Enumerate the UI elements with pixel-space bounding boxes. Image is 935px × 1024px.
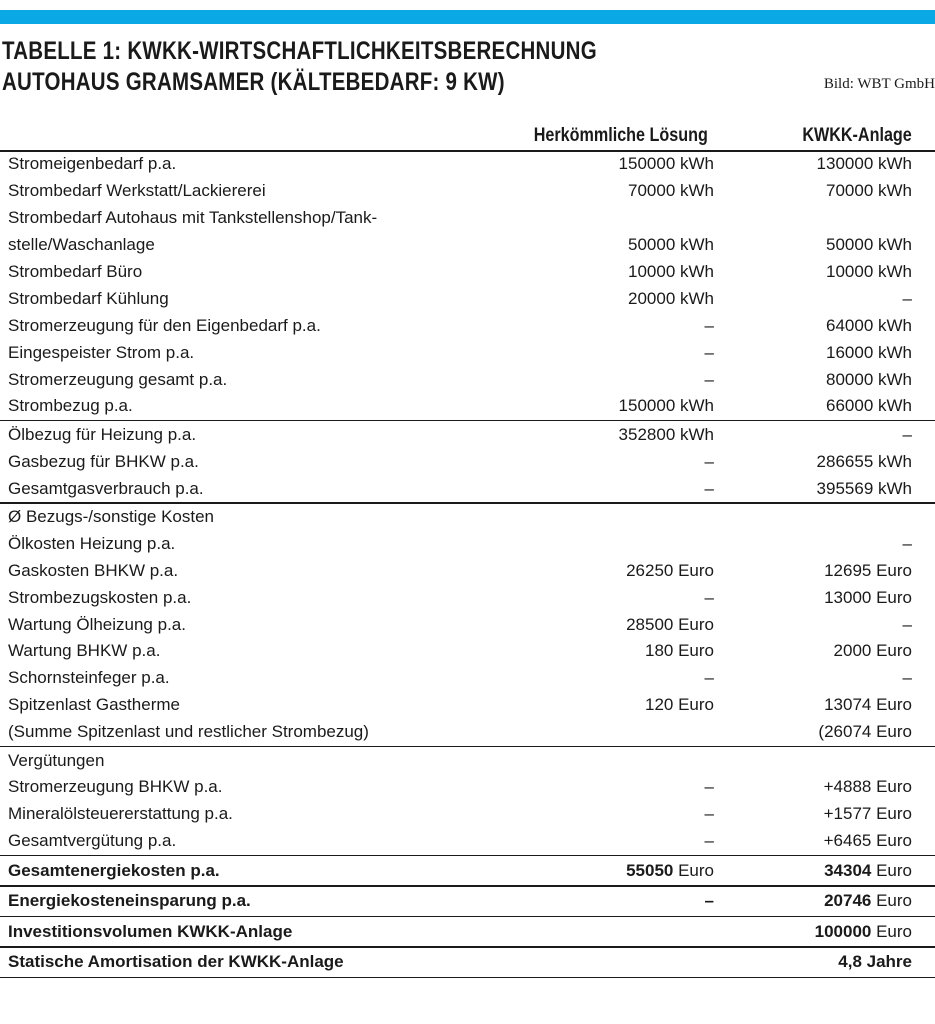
kwkk-value: +6465 Euro — [823, 831, 912, 851]
kwkk-value: 64000 kWh — [826, 315, 912, 335]
conventional-value: – — [704, 777, 714, 797]
table-row — [0, 178, 935, 205]
column-header-conventional: Herkömmliche Lösung — [533, 125, 708, 146]
row-label: Strombedarf Kühlung — [8, 288, 169, 308]
conventional-summary-value: 55050 Euro — [626, 860, 714, 880]
image-credit: Bild: WBT GmbH — [823, 76, 935, 92]
column-header-kwkk: KWKK-Anlage — [802, 125, 912, 146]
row-label: Strombezugskosten p.a. — [8, 587, 192, 607]
kwkk-value: 70000 kWh — [826, 181, 912, 201]
title-line-1: TABELLE 1: KWKK-WIRTSCHAFTLICHKEITSBERECHNUNG — [2, 37, 597, 65]
row-label: stelle/Waschanlage — [8, 235, 155, 255]
row-label: Ölbezug für Heizung p.a. — [8, 424, 197, 444]
summary-row — [0, 948, 935, 977]
kwkk-value: – — [902, 614, 912, 634]
row-label: Mineralölsteuererstattung p.a. — [8, 804, 233, 824]
row-label: Wartung BHKW p.a. — [8, 641, 161, 661]
table-title — [2, 36, 597, 98]
conventional-summary-value: – — [704, 891, 714, 911]
table-row — [0, 339, 935, 366]
row-label: Stromeigenbedarf p.a. — [8, 154, 177, 174]
conventional-value: 150000 kWh — [618, 154, 714, 174]
summary-row — [0, 856, 935, 885]
conventional-value: 180 Euro — [645, 641, 714, 661]
row-label: Spitzenlast Gastherme — [8, 695, 180, 715]
kwkk-value: 130000 kWh — [816, 154, 912, 174]
kwkk-value: 66000 kWh — [826, 396, 912, 416]
table-row — [0, 421, 935, 448]
row-label: (Summe Spitzenlast und restlicher Strombezug) — [8, 722, 369, 742]
conventional-value: – — [704, 831, 714, 851]
table-row — [0, 205, 935, 232]
kwkk-value: 10000 kWh — [826, 262, 912, 281]
table-row — [0, 259, 935, 286]
table-row — [0, 747, 935, 774]
table-row — [0, 638, 935, 665]
table-row — [0, 774, 935, 801]
table-row — [0, 530, 935, 557]
table-row — [0, 828, 935, 855]
row-label: Ölkosten Heizung p.a. — [8, 533, 176, 553]
table-row — [0, 393, 935, 420]
summary-row — [0, 887, 935, 916]
row-label: Ø Bezugs-/sonstige Kosten — [8, 507, 215, 527]
conventional-value: 150000 kWh — [618, 396, 714, 416]
table-row — [0, 475, 935, 502]
row-label: Stromerzeugung BHKW p.a. — [8, 777, 223, 797]
conventional-value: – — [704, 587, 714, 607]
row-label: Strombedarf Büro — [8, 262, 143, 281]
kwkk-summary-value: 100000 Euro — [814, 921, 912, 941]
table-row — [0, 584, 935, 611]
conventional-value: 352800 kWh — [618, 424, 714, 444]
summary-label: Statische Amortisation der KWKK-Anlage — [8, 952, 344, 972]
kwkk-value: +1577 Euro — [823, 804, 912, 824]
row-label: Strombedarf Werkstatt/Lackiererei — [8, 181, 266, 201]
conventional-value: – — [704, 478, 714, 498]
row-label: Strombedarf Autohaus mit Tankstellenshop/Tank- — [8, 208, 378, 228]
kwkk-value: (26074 Euro — [818, 722, 912, 742]
table-row — [0, 151, 935, 178]
row-label: Stromerzeugung für den Eigenbedarf p.a. — [8, 315, 321, 335]
summary-row — [0, 917, 935, 946]
kwkk-value: +4888 Euro — [823, 777, 912, 797]
kwkk-value: 12695 Euro — [824, 560, 912, 580]
kwkk-value: – — [902, 288, 912, 308]
conventional-value: – — [704, 804, 714, 824]
summary-divider — [0, 977, 935, 979]
summary-label: Investitionsvolumen KWKK-Anlage — [8, 921, 293, 941]
table-row — [0, 692, 935, 719]
kwkk-value: – — [902, 424, 912, 444]
row-label: Gesamtvergütung p.a. — [8, 831, 177, 851]
conventional-value: 28500 Euro — [626, 614, 714, 634]
kwkk-summary-value: 34304 Euro — [824, 860, 912, 880]
row-label: Stromerzeugung gesamt p.a. — [8, 369, 228, 389]
table-row — [0, 557, 935, 584]
accent-bar — [0, 10, 935, 24]
kwkk-summary-value: 20746 Euro — [824, 891, 912, 911]
conventional-value: – — [704, 315, 714, 335]
table-row — [0, 285, 935, 312]
conventional-value: – — [704, 451, 714, 471]
kwkk-value: 2000 Euro — [833, 641, 912, 661]
conventional-value: 10000 kWh — [628, 262, 714, 281]
row-label: Wartung Ölheizung p.a. — [8, 614, 186, 634]
table-row — [0, 665, 935, 692]
table-row — [0, 801, 935, 828]
title-line-2: AUTOHAUS GRAMSAMER (KÄLTEBEDARF: 9 KW) — [2, 68, 505, 96]
table-row — [0, 504, 935, 531]
kwkk-value: – — [902, 668, 912, 688]
row-label: Eingespeister Strom p.a. — [8, 342, 195, 362]
conventional-value: – — [704, 668, 714, 688]
row-label: Gasbezug für BHKW p.a. — [8, 451, 199, 471]
kwkk-value: – — [902, 533, 912, 553]
table-row — [0, 232, 935, 259]
kwkk-summary-value: 4,8 Jahre — [838, 952, 912, 972]
row-label: Gaskosten BHKW p.a. — [8, 560, 179, 580]
summary-label: Energiekosteneinsparung p.a. — [8, 891, 251, 911]
row-label: Strombezug p.a. — [8, 396, 133, 416]
kwkk-value: 286655 kWh — [816, 451, 912, 471]
table-row — [0, 312, 935, 339]
row-label: Schornsteinfeger p.a. — [8, 668, 170, 688]
conventional-value: 26250 Euro — [626, 560, 714, 580]
kwkk-value: 13074 Euro — [824, 695, 912, 715]
table-row — [0, 366, 935, 393]
kwkk-value: 16000 kWh — [826, 342, 912, 362]
kwkk-value: 395569 kWh — [816, 478, 912, 498]
data-table — [0, 151, 935, 978]
kwkk-value: 13000 Euro — [824, 587, 912, 607]
conventional-value: 120 Euro — [645, 695, 714, 715]
table-row — [0, 719, 935, 746]
kwkk-value: 80000 kWh — [826, 369, 912, 389]
conventional-value: 50000 kWh — [628, 235, 714, 255]
conventional-value: 20000 kWh — [628, 288, 714, 308]
conventional-value: 70000 kWh — [628, 181, 714, 201]
conventional-value: – — [704, 342, 714, 362]
row-label: Vergütungen — [8, 750, 105, 770]
table-row — [0, 611, 935, 638]
kwkk-value: 50000 kWh — [826, 235, 912, 255]
table-row — [0, 448, 935, 475]
conventional-value: – — [704, 369, 714, 389]
summary-label: Gesamtenergiekosten p.a. — [8, 860, 220, 880]
row-label: Gesamtgasverbrauch p.a. — [8, 478, 204, 498]
